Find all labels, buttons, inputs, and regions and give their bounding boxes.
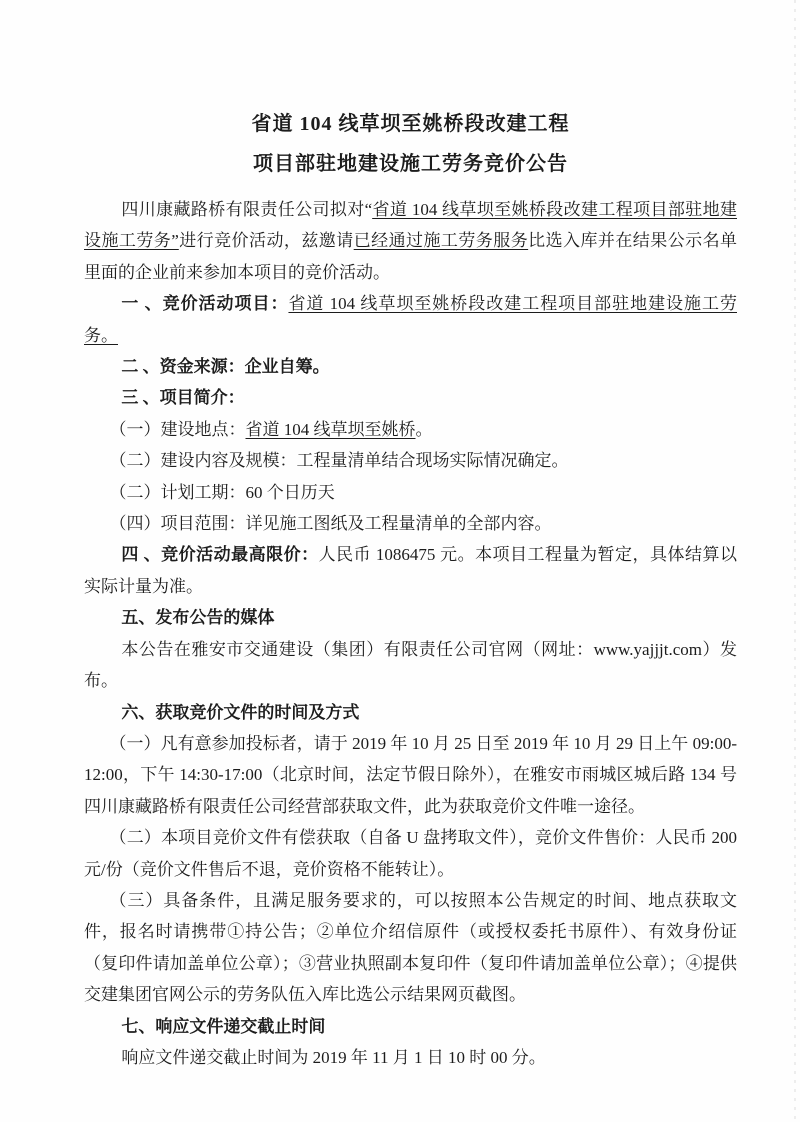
- intro-text-pre: 四川康藏路桥有限责任公司拟对“: [121, 200, 373, 219]
- section-3-heading: 三 、项目简介：: [121, 388, 245, 408]
- section-3-item-3-schedule: （二）计划工期：60 个日历天: [109, 482, 335, 502]
- section-3-item-2-scope: （二）建设内容及规模：工程量清单结合现场实际情况确定。: [109, 451, 569, 471]
- section-7-heading: 七、响应文件递交截止时间: [121, 1016, 326, 1036]
- section-2-funding-source: 二 、资金来源：企业自筹。: [121, 357, 330, 377]
- intro-underlined-qualification: 已经通过施工劳务服务: [353, 231, 529, 251]
- section-1-label: 一 、竞价活动项目：: [121, 294, 289, 314]
- section-6-item-3-requirements: （三）具备条件，且满足服务要求的，可以按照本公告规定的时间、地点获取文件，报名时请携带①持公告；②单位介绍信原件（或授权委托书原件）、有效身份证（复印件请加盖单位公章）；③营业执照副本复印件（复印件请加盖单位公章）；④提供交建集团官网公示的劳务队伍入库比选公示结果网页截图。: [84, 890, 737, 1005]
- section-6-item-1-time-place: （一）凡有意参加投标者，请于 2019 年 10 月 25 日至 2019 年 10 月 29 日上午 09:00-12:00，下午 14:30-17:00（北京时间，法定节假日除外），在雅安市雨城区城后路 134 号四川康藏路桥有限责任公司经营部获取文件，此为获取竞价文件唯一途径。: [84, 733, 737, 816]
- intro-underlined-project-name: 省道 104 线草坝至姚桥段改建工程项目部驻地建设施工劳务”: [84, 200, 738, 251]
- title-line-1: 省道 104 线草坝至姚桥段改建工程: [251, 113, 570, 135]
- section-7-body-deadline: 响应文件递交截止时间为 2019 年 11 月 1 日 10 时 00 分。: [121, 1047, 546, 1067]
- section-1-project-name: 省道 104 线草坝至姚桥段改建工程项目部驻地建设施工劳务。: [84, 294, 737, 345]
- document-title: [84, 104, 737, 184]
- section-5-body-media: 本公告在雅安市交通建设（集团）有限责任公司官网（网址：www.yajjjt.com）发布。: [84, 639, 737, 691]
- section-3-item-4-range: （四）项目范围：详见施工图纸及工程量清单的全部内容。: [109, 514, 552, 534]
- document-content: [84, 104, 737, 1073]
- item-1-suffix: 。: [415, 419, 433, 439]
- section-6-item-2-document-fee: （二）本项目竞价文件有偿获取（自备 U 盘拷取文件），竞价文件售价：人民币 200 元/份（竞价文件售后不退，竞价资格不能转让）。: [84, 828, 737, 879]
- section-3-item-1-location: [84, 414, 737, 445]
- item-1-location-value: 省道 104 线草坝至姚桥: [245, 419, 416, 439]
- section-4-price-limit: [84, 539, 737, 602]
- section-5-heading: 五、发布公告的媒体: [121, 608, 275, 628]
- section-6-heading: 六、获取竞价文件的时间及方式: [121, 702, 360, 722]
- title-line-2: 项目部驻地建设施工劳务竞价公告: [253, 153, 568, 175]
- section-4-value: 人民币 1086475 元。本项目工程量为暂定，具体结算以实际计量为准。: [84, 545, 738, 596]
- intro-text-mid: 进行竞价活动，兹邀请: [178, 231, 354, 251]
- section-4-label: 四 、竞价活动最高限价：: [121, 545, 319, 565]
- intro-text-post: 比选入库并在结果公示名单里面的企业前来参加本项目的竞价活动。: [84, 231, 738, 282]
- section-1-bidding-project: [84, 288, 737, 351]
- item-1-label: （一）建设地点：: [109, 419, 246, 439]
- intro-paragraph: [84, 194, 737, 288]
